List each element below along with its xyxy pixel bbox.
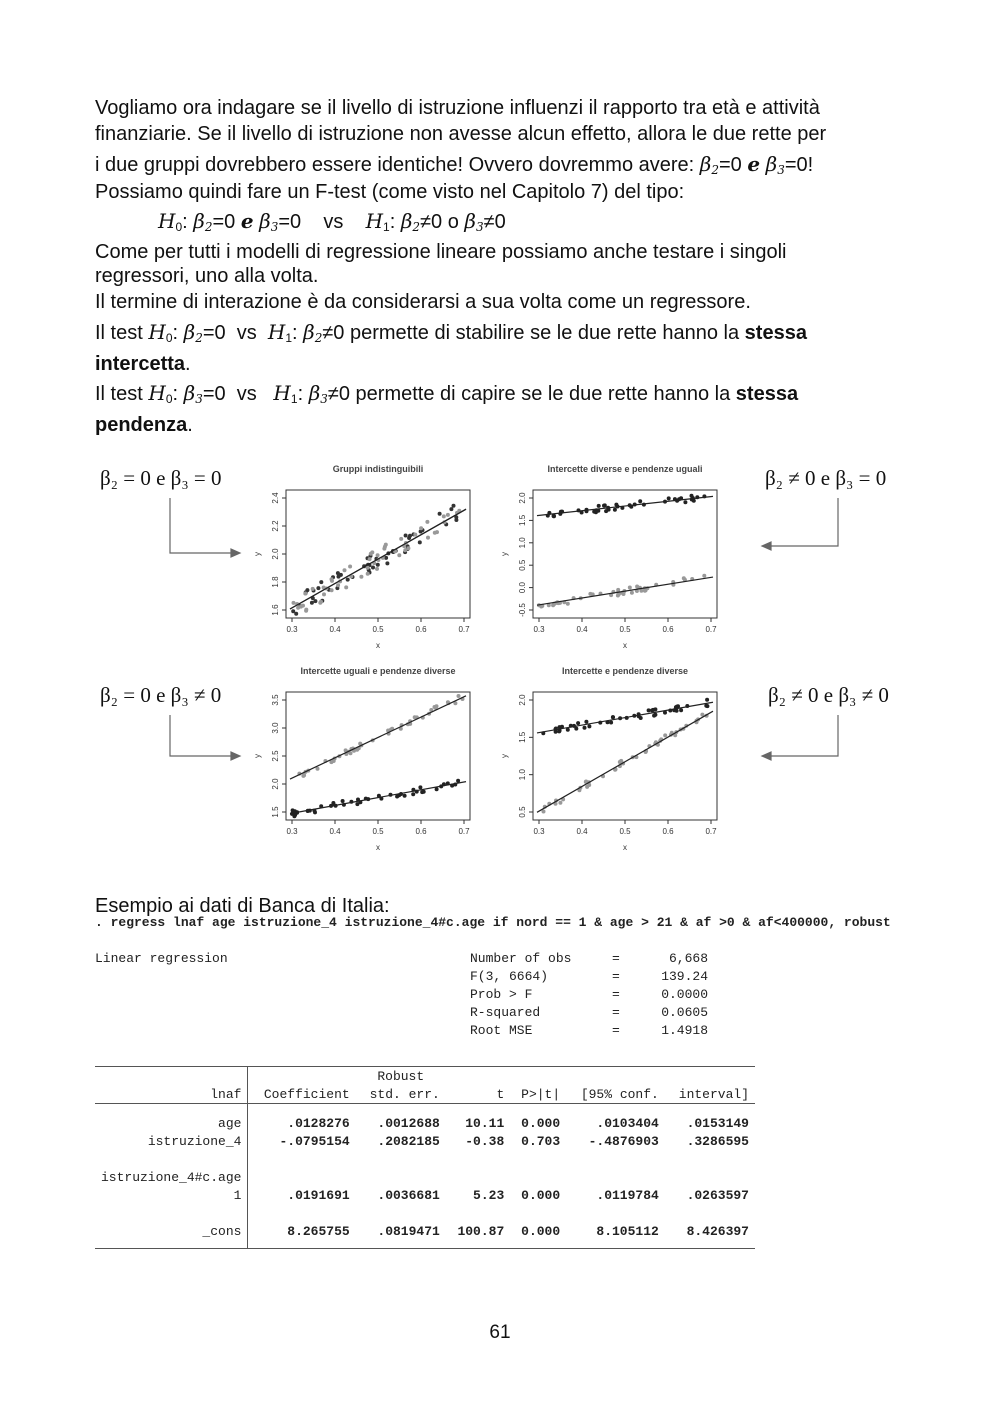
data-point (679, 708, 683, 712)
table-row (95, 1168, 755, 1186)
paragraph-line: Il test $H_0$: $\beta_2=0$ vs $H_1$: $\beta_2\ne 0$ permette di stabilire se le due rette hanno la stessa (95, 320, 807, 345)
y-tick-label: 0.5 (518, 806, 527, 818)
y-tick-label: 2.5 (271, 750, 280, 762)
data-point (304, 608, 308, 612)
data-point (635, 585, 639, 589)
hypothesis-label-top-left: β₂ = 0 e β₃ = 0 (100, 466, 222, 490)
arrow-head-icon (762, 752, 771, 760)
data-point (552, 514, 556, 518)
y-tick-label: -0.5 (518, 603, 527, 617)
header-cell: P>|t| (521, 1086, 561, 1102)
data-point (336, 583, 340, 587)
y-tick-label: 3.5 (271, 694, 280, 706)
data-point (319, 580, 323, 584)
data-point (371, 566, 375, 570)
data-point (348, 565, 352, 569)
x-tick-label: 0.5 (619, 827, 631, 836)
stata-model-name: Linear regression (95, 951, 228, 966)
data-point (292, 601, 296, 605)
data-point (433, 531, 437, 535)
data-point (395, 795, 399, 799)
x-tick-label: 0.5 (372, 827, 384, 836)
data-point (413, 533, 417, 537)
data-point (375, 567, 379, 571)
data-point (566, 602, 570, 606)
data-point (292, 814, 296, 818)
table-cell: -0.38 (465, 1133, 505, 1149)
data-point (399, 537, 403, 541)
header-cell: Coefficient (263, 1086, 350, 1102)
regression-table (95, 1066, 755, 1249)
x-tick-label: 0.7 (458, 827, 470, 836)
data-point (425, 520, 429, 524)
stat-label: F(3, 6664) (470, 969, 549, 984)
table-cell: .0263597 (686, 1187, 749, 1203)
paragraph-line: Possiamo quindi fare un F-test (come visto nel Capitolo 7) del tipo: (95, 181, 685, 203)
data-point (614, 503, 618, 507)
arrow-icon (170, 498, 232, 553)
paragraph-line: finanziarie. Se il livello di istruzione non avesse alcun effetto, allora le due rette per (95, 123, 827, 145)
panel-title: Gruppi indistinguibili (332, 464, 424, 474)
page-number: 61 (489, 1322, 511, 1343)
data-point (368, 557, 372, 561)
y-axis-label: y (500, 552, 509, 556)
hypothesis-label-top-right: β₂ ≠ 0 e β₃ = 0 (765, 466, 887, 490)
table-cell: .0191691 (287, 1187, 350, 1203)
data-point (426, 536, 430, 540)
data-point (344, 585, 348, 589)
data-point (663, 733, 667, 737)
data-point (602, 504, 606, 508)
paragraph-line: Il test $H_0$: $\beta_3=0$ vs $H_1$: $\beta_3\ne 0$ permette di capire se le due rette hanno la stessa (95, 381, 799, 406)
stat-value: 6,668 (668, 951, 708, 966)
data-point (638, 499, 642, 503)
x-tick-label: 0.7 (458, 625, 470, 634)
row-label: _cons (95, 1222, 248, 1249)
panel-title: Intercette diverse e pendenze uguali (547, 464, 703, 474)
table-cell: .0153149 (686, 1115, 749, 1131)
data-point (452, 504, 456, 508)
stat-label: Number of obs (470, 951, 572, 966)
data-point (616, 588, 620, 592)
data-point (438, 512, 442, 516)
arrow-icon (770, 715, 838, 756)
data-point (704, 704, 708, 708)
data-point (542, 810, 546, 814)
paragraph-line: regressori, uno alla volta. (95, 265, 319, 287)
y-tick-label: 3.0 (271, 722, 280, 734)
arrow-head-icon (762, 542, 771, 550)
data-point (702, 574, 706, 578)
panel-title: Intercette uguali e pendenze diverse (300, 666, 456, 676)
data-point (403, 794, 407, 798)
y-tick-label: 0.5 (518, 559, 527, 571)
table-cell: .0036681 (377, 1187, 440, 1203)
x-tick-label: 0.5 (372, 625, 384, 634)
data-point (418, 785, 422, 789)
data-point (418, 540, 422, 544)
table-cell: 0.000 (521, 1187, 561, 1203)
y-tick-label: 2.0 (271, 778, 280, 790)
data-point (355, 802, 359, 806)
data-point (611, 715, 615, 719)
data-point (397, 553, 401, 557)
stat-eq: = (612, 951, 620, 966)
y-tick-label: 1.5 (271, 806, 280, 818)
plot-frame (533, 490, 717, 618)
data-point (435, 704, 439, 708)
table-cell: 8.426397 (686, 1223, 749, 1239)
table-row (95, 1114, 755, 1132)
x-tick-label: 0.6 (662, 827, 674, 836)
data-point (343, 568, 347, 572)
row-label: istruzione_4#c.age (95, 1168, 248, 1186)
arrow-icon (770, 498, 838, 546)
data-point (574, 727, 578, 731)
x-tick-label: 0.3 (533, 625, 545, 634)
y-axis-label: y (253, 754, 262, 758)
panel-different-slopes (248, 662, 488, 867)
paragraph-line: intercetta. (95, 353, 191, 375)
data-point (376, 563, 380, 567)
table-row (95, 1132, 755, 1150)
row-label: age (95, 1114, 248, 1132)
data-point (576, 721, 580, 725)
x-axis-label: x (376, 641, 380, 650)
panel-groups-indistinguishable (248, 460, 488, 665)
paragraph-line: pendenza. (95, 414, 193, 436)
table-cell: .0103404 (596, 1115, 659, 1131)
data-point (653, 707, 657, 711)
x-axis-label: x (623, 843, 627, 852)
stat-label: R-squared (470, 1005, 541, 1020)
data-point (442, 514, 446, 518)
stat-value: 0.0000 (661, 987, 708, 1002)
data-point (587, 724, 591, 728)
stat-eq: = (612, 987, 620, 1002)
data-point (583, 726, 587, 730)
panel-different-intercepts (495, 460, 735, 665)
table-cell: .2082185 (377, 1133, 440, 1149)
y-tick-label: 2.0 (518, 492, 527, 504)
data-point (584, 720, 588, 724)
table-cell: .0819471 (377, 1223, 440, 1239)
data-point (557, 729, 561, 733)
data-point (647, 708, 651, 712)
data-point (558, 801, 562, 805)
data-point (411, 792, 415, 796)
data-point (457, 694, 461, 698)
data-point (337, 575, 341, 579)
arrow-head-icon (231, 752, 240, 760)
data-point (311, 587, 315, 591)
header-cell: interval] (678, 1086, 749, 1102)
row-label: istruzione_4 (95, 1132, 248, 1150)
x-tick-label: 0.6 (415, 625, 427, 634)
y-tick-label: 2.0 (271, 548, 280, 560)
stata-command: . regress lnaf age istruzione_4 istruzione_4#c.age if nord == 1 & age > 21 & af >0 & af<400000, robust (95, 915, 891, 930)
stat-eq: = (612, 1005, 620, 1020)
data-point (419, 526, 423, 530)
example-title: Esempio ai dati di Banca di Italia: (95, 895, 390, 917)
stat-eq: = (612, 1023, 620, 1038)
x-tick-label: 0.4 (576, 625, 588, 634)
data-point (294, 612, 298, 616)
data-point (422, 790, 426, 794)
panel-different-intercepts-slopes (495, 662, 735, 867)
paragraph-line: Vogliamo ora indagare se il livello di istruzione influenzi il rapporto tra età e attività (95, 97, 820, 119)
y-tick-label: 1.0 (518, 537, 527, 549)
table-cell: 100.87 (457, 1223, 505, 1239)
data-point (597, 504, 601, 508)
data-point (313, 599, 317, 603)
header-cell: t (496, 1086, 505, 1102)
data-point (705, 698, 709, 702)
y-tick-label: 1.8 (271, 576, 280, 588)
y-tick-label: 1.5 (518, 731, 527, 743)
data-point (384, 543, 388, 547)
paragraph-line: i due gruppi dovrebbero essere identiche! Ovvero dovremmo avere: $\beta_2=0$ e $\beta_3=0$! (95, 152, 814, 177)
y-tick-label: 1.5 (518, 514, 527, 526)
y-tick-label: 1.6 (271, 604, 280, 616)
data-point (683, 500, 687, 504)
x-tick-label: 0.4 (329, 625, 341, 634)
table-cell: 0.703 (521, 1133, 561, 1149)
data-point (318, 601, 322, 605)
data-point (305, 588, 309, 592)
x-axis-label: x (376, 843, 380, 852)
data-point (609, 721, 613, 725)
x-tick-label: 0.4 (329, 827, 341, 836)
data-point (408, 534, 412, 538)
header-cell: std. err. (369, 1086, 440, 1102)
header-cell: lnaf (95, 1085, 248, 1104)
x-tick-label: 0.7 (705, 827, 717, 836)
x-tick-label: 0.6 (415, 827, 427, 836)
data-point (585, 785, 589, 789)
y-tick-label: 2.2 (271, 520, 280, 532)
hypothesis-label-bottom-left: β₂ = 0 e β₃ ≠ 0 (100, 683, 222, 707)
y-axis-label: y (253, 552, 262, 556)
table-cell: -.4876903 (588, 1133, 659, 1149)
data-point (346, 578, 350, 582)
stat-label: Root MSE (470, 1023, 533, 1038)
data-point (690, 494, 694, 498)
table-cell: 8.265755 (287, 1223, 350, 1239)
y-axis-label: y (500, 754, 509, 758)
y-tick-label: 1.0 (518, 769, 527, 781)
data-point (291, 808, 295, 812)
x-tick-label: 0.3 (286, 827, 298, 836)
table-cell: .0012688 (377, 1115, 440, 1131)
table-cell: .3286595 (686, 1133, 749, 1149)
data-point (341, 799, 345, 803)
x-tick-label: 0.6 (662, 625, 674, 634)
data-point (376, 553, 380, 557)
data-point (359, 575, 363, 579)
row-label: 1 (95, 1186, 248, 1204)
data-point (303, 592, 307, 596)
header-cell: Robust (377, 1068, 425, 1084)
data-point (296, 606, 300, 610)
data-point (613, 508, 617, 512)
hypothesis-formula: $H_0$: $\beta_2=0$ e $\beta_3=0$ vs $H_1$: $\beta_2\ne 0$ o $\beta_3\ne 0$ (158, 209, 506, 234)
data-point (449, 507, 453, 511)
x-axis-label: x (623, 641, 627, 650)
header-cell: [95% conf. (580, 1086, 659, 1102)
plot-frame (533, 692, 717, 820)
table-row (95, 1186, 755, 1204)
y-tick-label: 2.0 (518, 694, 527, 706)
data-point (310, 601, 314, 605)
arrow-head-icon (231, 549, 240, 557)
table-cell: 0.000 (521, 1115, 561, 1131)
x-tick-label: 0.5 (619, 625, 631, 634)
stat-value: 139.24 (661, 969, 708, 984)
data-point (316, 586, 320, 590)
data-point (604, 509, 608, 513)
data-point (619, 759, 623, 763)
y-tick-label: 2.4 (271, 492, 280, 504)
data-point (630, 591, 634, 595)
data-point (628, 586, 632, 590)
data-point (366, 572, 370, 576)
data-point (667, 496, 671, 500)
x-tick-label: 0.7 (705, 625, 717, 634)
data-point (370, 550, 374, 554)
data-point (316, 767, 320, 771)
x-tick-label: 0.3 (533, 827, 545, 836)
data-point (385, 561, 389, 565)
data-point (404, 534, 408, 538)
x-tick-label: 0.3 (286, 625, 298, 634)
table-cell: 8.105112 (596, 1223, 659, 1239)
paragraph-line: Come per tutti i modelli di regressione lineare possiamo anche testare i singoli (95, 241, 787, 263)
table-row (95, 1222, 755, 1249)
data-point (406, 546, 410, 550)
table-cell: .0119784 (596, 1187, 659, 1203)
data-point (446, 513, 450, 517)
table-cell: 5.23 (473, 1187, 505, 1203)
stat-value: 0.0605 (661, 1005, 708, 1020)
data-point (301, 774, 305, 778)
data-point (435, 787, 439, 791)
paragraph-line: Il termine di interazione è da considerarsi a sua volta come un regressore. (95, 291, 751, 313)
stat-value: 1.4918 (661, 1023, 708, 1038)
data-point (336, 571, 340, 575)
data-point (322, 592, 326, 596)
stat-eq: = (612, 969, 620, 984)
x-tick-label: 0.4 (576, 827, 588, 836)
table-cell: 10.11 (465, 1115, 505, 1131)
panel-title: Intercette e pendenze diverse (561, 666, 689, 676)
data-point (551, 603, 555, 607)
table-cell: -.0795154 (279, 1133, 350, 1149)
plot-frame (286, 692, 470, 820)
stat-label: Prob > F (470, 987, 533, 1002)
arrow-icon (170, 715, 232, 756)
table-cell: .0128276 (287, 1115, 350, 1131)
data-point (330, 588, 334, 592)
table-cell: 0.000 (521, 1223, 561, 1239)
hypothesis-label-bottom-right: β₂ ≠ 0 e β₃ ≠ 0 (768, 683, 889, 707)
data-point (652, 714, 656, 718)
y-tick-label: 0.0 (518, 582, 527, 594)
data-point (330, 579, 334, 583)
